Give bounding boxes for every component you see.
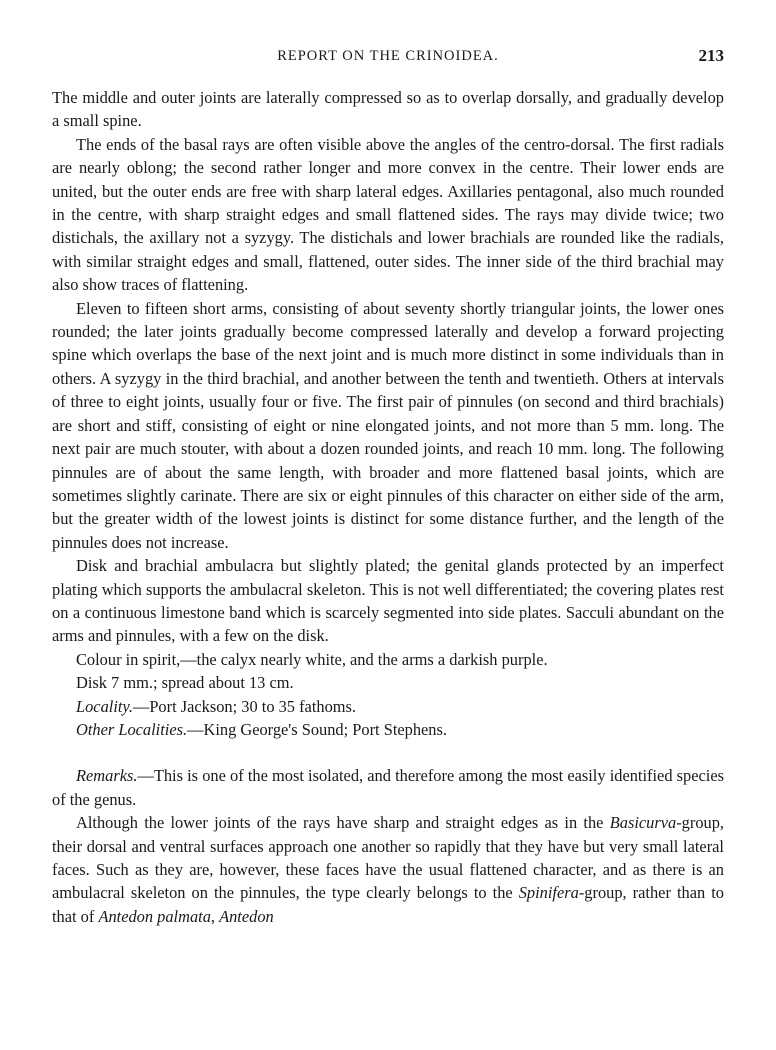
locality-label: Locality. [76,696,133,716]
locality-text: —Port Jackson; 30 to 35 fathoms. [132,696,357,716]
paragraph-remarks [52,764,724,811]
page-header [52,48,724,70]
paragraph-arms: Eleven to fifteen short arms, consisting of about seventy shortly triangular joints, the lower ones rounded; the later joints gradually become compressed laterally and develop a forward projecting spine which overlaps the base of the next joint and is much more distinct in some individuals than in others. A syzygy in the third brachial, and another between the tenth and twentieth. Others at intervals of three to eight joints, usually four or five. The first pair of pinnules (on second and third brachials) are short and stiff, consisting of eight or nine elongated joints, and not more than 5 mm. long. The next pair are much stouter, with about a dozen rounded joints, and reach 10 mm. long. The following pinnules are of about the same length, with broader and more flattened basal joints, which are sometimes slightly carinate. There are six or eight pinnules of this character on either side of the arm, but the greater width of the lowest joints is distinct for some distance further, and the length of the pinnules does not increase. [52,298,724,552]
paragraph-disk: Disk and brachial ambulacra but slightly plated; the genital glands protected by an imperfect plating which supports the ambulacral skeleton. This is not well differentiated; the covering plates rest on a continuous limestone band which is scarcely segmented into side plates. Sacculi abundant on the arms and pinnules, with a few on the disk. [52,556,724,646]
antedon-palmata-term: Antedon palmata [98,906,211,926]
antedon-term: Antedon [219,906,274,926]
basicurva-term: Basicurva [609,813,677,833]
paragraph-rays: The ends of the basal rays are often visible above the angles of the centro-dorsal. The first radials are nearly oblong; the second rather longer and more convex in the centre. Their lower ends are united, but the outer ends are free with sharp lateral edges. Axillaries pentagonal, also much rounded in the centre, with sharp straight edges and small flattened sides. The rays may divide twice; two distichals, the axillary not a syzygy. The distichals and lower brachials are rounded like the radials, with similar straight edges and small, flattened, outer sides. The inner side of the third brachial may also show traces of flattening. [52,134,724,295]
other-localities-text: —King George's Sound; Port Stephens. [187,719,447,739]
other-localities-label: Other Localities. [76,719,188,739]
remarks-label: Remarks. [76,766,138,786]
paragraph-dimensions: Disk 7 mm.; spread about 13 cm. [76,673,294,693]
remarks-text: —This is one of the most isolated, and therefore among the most easily identified species of the genus. [52,766,724,809]
comparison-text-b: -group, their dorsal and ventral surfaces approach one another so rapidly that they have but very small lateral faces. Such as they are, however, these faces have the usual flattened character, and as there is an ambulacral skeleton on the pinnules, the type clearly belongs to the [52,813,724,903]
running-title: REPORT ON THE CRINOIDEA. [277,48,499,64]
paragraph-colour: Colour in spirit,—the calyx nearly white, and the arms a darkish purple. [76,649,548,669]
paragraph-other-localities [52,718,724,741]
comparison-text-d: , [210,906,220,926]
spinifera-term: Spinifera [518,883,579,903]
comparison-text-a: Although the lower joints of the rays have sharp and straight edges as in the [76,813,610,833]
paragraph-locality [52,695,724,718]
body-text [52,86,724,928]
page-number: 213 [698,46,724,65]
comparison-text-c: -group, rather than to that of [52,883,724,926]
paragraph-continuation: The middle and outer joints are laterally compressed so as to overlap dorsally, and gradually develop a small spine. [52,88,724,131]
paragraph-comparison [52,811,724,928]
